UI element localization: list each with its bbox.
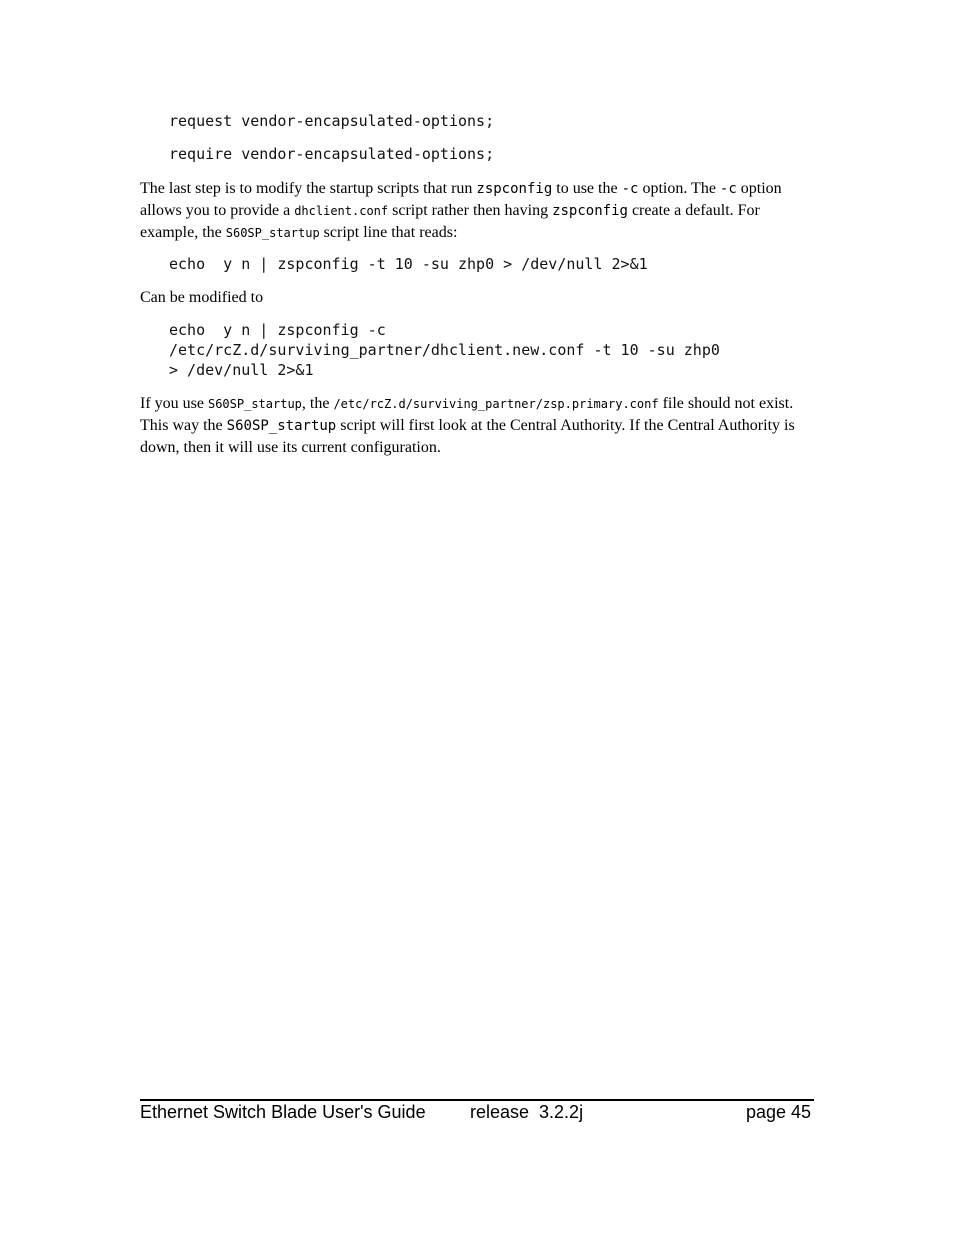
inline-code: zspconfig bbox=[476, 181, 553, 197]
footer-release: release 3.2.2j bbox=[470, 1102, 584, 1122]
code-echo-original: echo y n | zspconfig -t 10 -su zhp0 > /dev/null 2>&1 bbox=[169, 255, 648, 273]
footer-title: Ethernet Switch Blade User's Guide bbox=[140, 1102, 426, 1122]
text: option. The bbox=[638, 180, 720, 197]
code-echo-modified: echo y n | zspconfig -c /etc/rcZ.d/surviving_partner/dhclient.new.conf -t 10 -su zhp0 > /dev/null 2>&1 bbox=[169, 321, 720, 379]
text: option allows you to provide a bbox=[140, 180, 782, 219]
text: file should not exist. This way the bbox=[140, 395, 794, 434]
text: If you use bbox=[140, 395, 208, 412]
code-line-require: require vendor-encapsulated-options; bbox=[169, 145, 495, 163]
text: The last step is to modify the startup scripts that run bbox=[140, 180, 477, 197]
inline-code: S60SP_startup bbox=[226, 418, 337, 434]
inline-code: S60SP_startup bbox=[225, 226, 320, 240]
text: script will first look at the Central Authority. If the Central Authority is down, then it will use its current configuration. bbox=[140, 417, 795, 456]
text: , the bbox=[301, 395, 334, 412]
inline-code: zspconfig bbox=[552, 203, 628, 219]
paragraph-startup-scripts bbox=[140, 178, 816, 244]
text: to use the bbox=[552, 180, 622, 197]
inline-code: -c bbox=[719, 181, 737, 197]
text: script rather then having bbox=[388, 202, 553, 219]
footer-page-number: page 45 bbox=[746, 1102, 812, 1122]
inline-code: -c bbox=[621, 181, 639, 197]
text: script line that reads: bbox=[319, 224, 458, 241]
text: create a default. For example, the bbox=[140, 202, 760, 241]
inline-code: S60SP_startup bbox=[207, 397, 302, 411]
paragraph-if-you-use bbox=[140, 393, 816, 458]
paragraph-can-be-modified: Can be modified to bbox=[140, 289, 264, 306]
code-line-request: request vendor-encapsulated-options; bbox=[169, 112, 495, 130]
inline-code: dhclient.conf bbox=[294, 204, 389, 218]
inline-code: /etc/rcZ.d/surviving_partner/zsp.primary.conf bbox=[333, 397, 659, 411]
